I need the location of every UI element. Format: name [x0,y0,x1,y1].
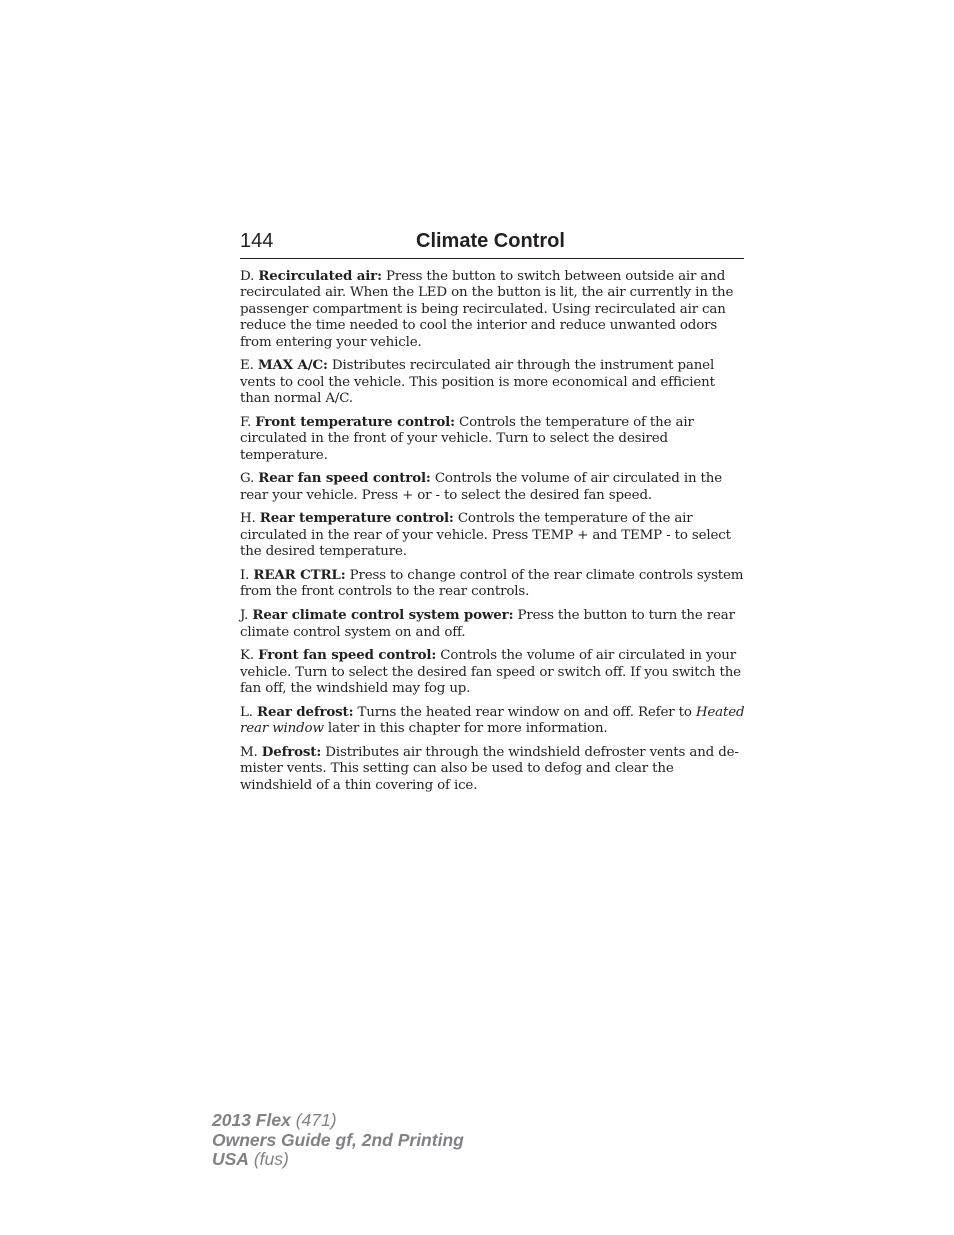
entry-recirculated-air [240,268,746,351]
entry-term: MAX A/C: [257,357,328,374]
entry-letter: M. [240,744,258,760]
footer-line-model [212,1111,464,1131]
entry-text: Controls the temperature of the air circulated in the rear of your vehicle. Press TEMP + and TEMP - to select the desired temperature. [240,511,731,560]
entry-term: Front fan speed control: [258,647,437,664]
entry-letter: J. [240,608,249,624]
entry-term: Rear climate control system power: [252,607,514,624]
footer-market-code: (fus) [253,1149,289,1169]
chapter-title: Climate Control [416,230,565,252]
entry-letter: F. [240,414,252,430]
footer-market: USA [212,1149,249,1169]
entry-rear-temperature-control [240,510,746,560]
entry-text: Press to change control of the rear climate controls system from the front controls to the rear controls. [240,567,744,600]
entry-rear-fan-speed-control [240,470,746,504]
entry-term: Rear temperature control: [259,510,454,527]
entry-max-ac [240,357,746,407]
entry-text: Distributes air through the windshield defroster vents and de-mister vents. This setting can also be used to defog and clear the windshield of a thin covering of ice. [240,744,739,793]
page-number: 144 [240,230,274,252]
entry-text: Distributes recirculated air through the instrument panel vents to cool the vehicle. This position is more economical and efficient than normal A/C. [240,358,715,407]
body-text [240,268,746,800]
entry-term: Defrost: [261,743,322,760]
entry-letter: I. [240,567,250,583]
entry-term: Rear fan speed control: [258,470,431,487]
entry-text: Press the button to switch between outside air and recirculated air. When the LED on the button is lit, the air currently in the passenger compartment is being recirculated. Using recirculated air can reduce the time needed to cool the interior and reduce unwanted odors from entering your vehicle. [240,269,734,350]
entry-letter: D. [240,269,255,284]
entry-text: Controls the volume of air circulated in the rear your vehicle. Press + or - to select the desired fan speed. [240,471,723,503]
entry-letter: K. [240,648,254,664]
entry-term: REAR CTRL: [253,566,346,583]
entry-text: Controls the temperature of the air circulated in the front of your vehicle. Turn to select the desired temperature. [240,414,694,463]
page-header [240,228,744,259]
entry-letter: G. [240,471,255,487]
footer-model-code: (471) [295,1110,337,1130]
entry-defrost [240,744,746,794]
entry-term: Recirculated air: [258,268,382,284]
footer-guide: Owners Guide gf, 2nd Printing [212,1129,464,1150]
cross-reference: Heated rear window [240,704,745,737]
entry-rear-defrost [240,704,746,738]
entry-text: Controls the volume of air circulated in your vehicle. Turn to select the desired fan speed or switch off. If you switch the fan off, the windshield may fog up. [240,648,741,697]
entry-rear-climate-power [240,607,746,641]
entry-letter: L. [240,704,253,720]
entry-term: Rear defrost: [256,703,354,720]
entry-text: later in this chapter for more information. [327,721,608,737]
entry-letter: E. [240,358,254,374]
footer-model: 2013 Flex [212,1110,291,1130]
footer-line-guide [212,1131,464,1151]
entry-text: Press the button to turn the rear climate control system on and off. [240,608,735,640]
page-footer [212,1111,464,1170]
entry-text: Turns the heated rear window on and off. Refer to [357,704,692,720]
entry-front-fan-speed-control [240,647,746,697]
entry-rear-ctrl [240,567,746,601]
footer-line-market [212,1150,464,1170]
entry-letter: H. [240,511,256,527]
entry-term: Front temperature control: [255,413,455,430]
entry-front-temperature-control [240,414,746,464]
